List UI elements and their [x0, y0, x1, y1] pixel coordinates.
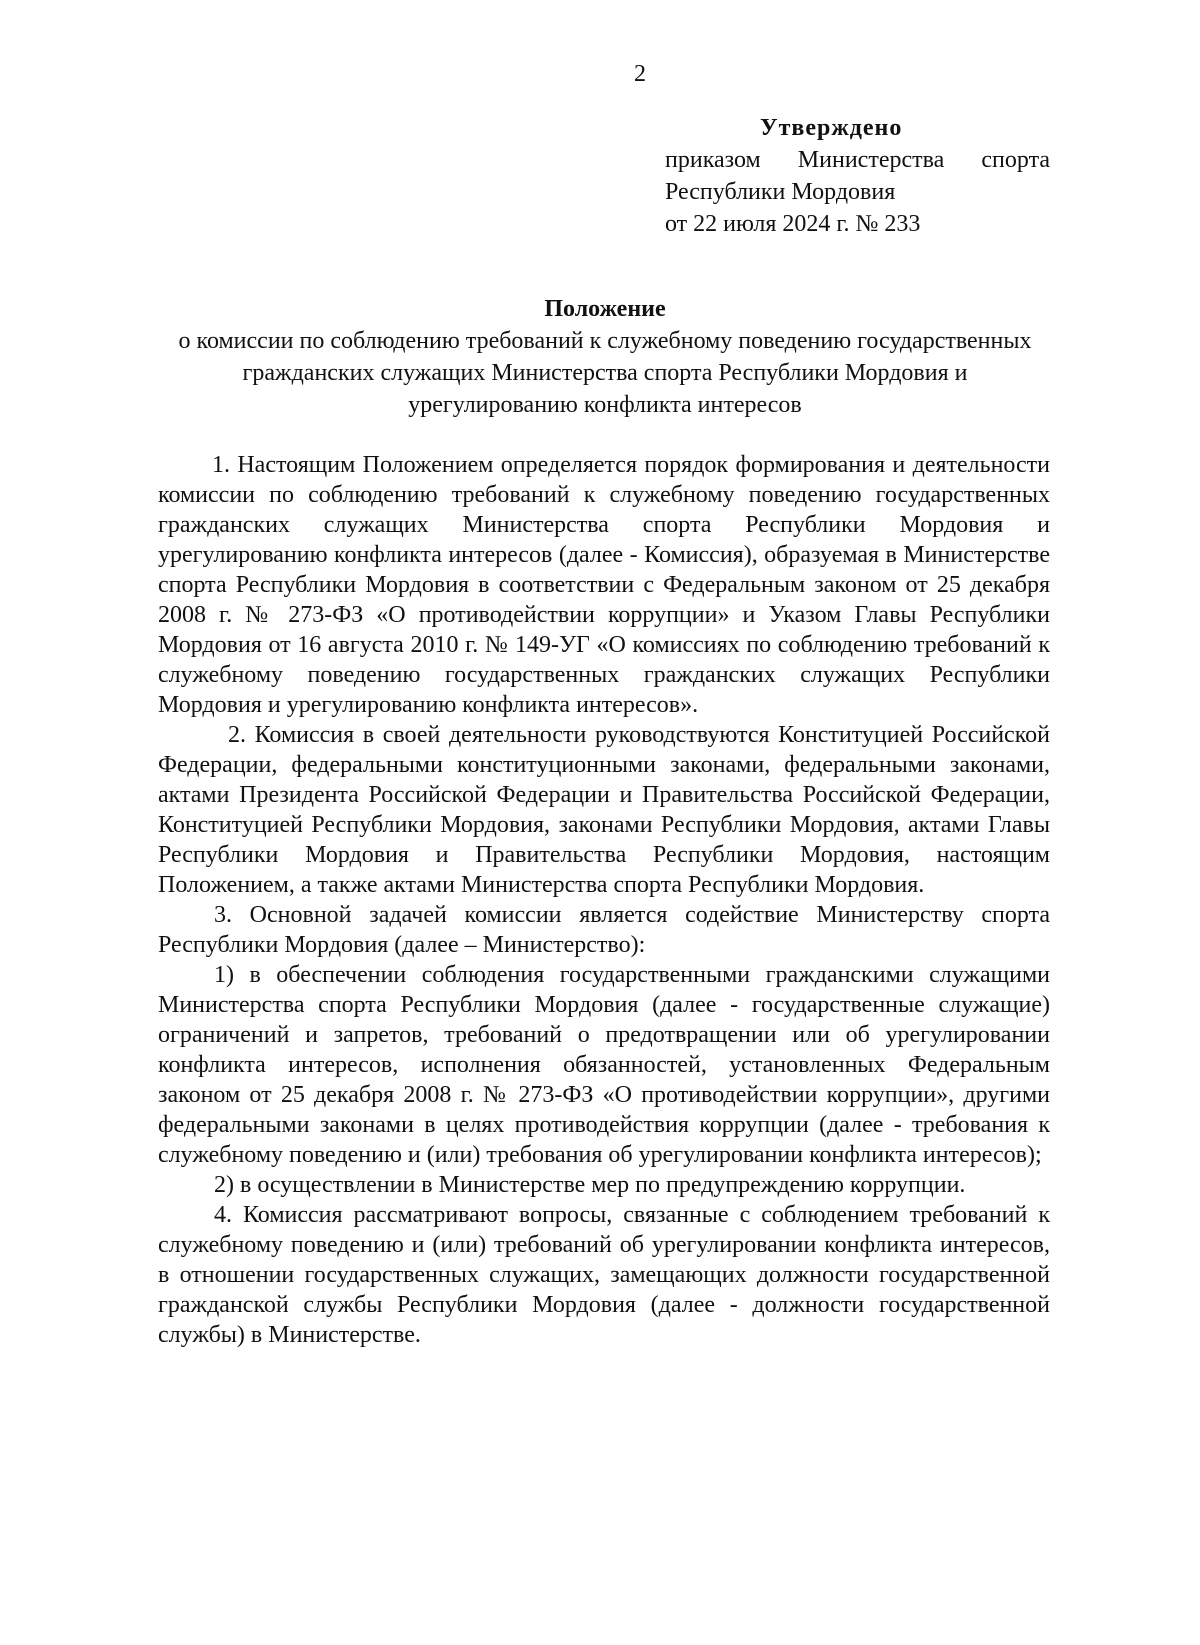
approval-title: Утверждено	[760, 115, 903, 141]
page-number: 2	[634, 61, 646, 87]
approval-block	[665, 112, 1050, 240]
document-subtitle: о комиссии по соблюдению требований к служебному поведению государственных гражданских служащих Министерства спорта Республики Мордовия и урегулированию конфликта интересов	[178, 328, 1032, 418]
document-title: Положение	[544, 296, 666, 322]
paragraph-3-item-2: 2) в осуществлении в Министерстве мер по предупреждению коррупции.	[214, 1172, 966, 1198]
approval-order-line: приказом Министерства спорта	[665, 147, 1050, 173]
paragraph-4: 4. Комиссия рассматривают вопросы, связанные с соблюдением требований к служебному поведению и (или) требований об урегулировании конфликта интересов, в отношении государственных служащих, замещающих должности государственной гражданской службы Республики Мордовия (далее - должности государственной службы) в Министерстве.	[158, 1202, 1050, 1348]
document-title-block	[160, 293, 1050, 421]
paragraph-2: 2. Комиссия в своей деятельности руководствуются Конституцией Российской Федерации, федеральными конституционными законами, федеральными законами, актами Президента Российской Федерации и Правительства Российской Федерации, Конституцией Республики Мордовия, законами Республики Мордовия, актами Главы Республики Мордовия и Правительства Республики Мордовия, настоящим Положением, а также актами Министерства спорта Республики Мордовия.	[158, 722, 1050, 898]
paragraph-3: 3. Основной задачей комиссии является содействие Министерству спорта Республики Мордовия (далее – Министерство):	[158, 902, 1050, 958]
document-body	[158, 450, 1050, 1350]
paragraph-1: 1. Настоящим Положением определяется порядок формирования и деятельности комиссии по соблюдению требований к служебному поведению государственных гражданских служащих Министерства спорта Республики Мордовия и урегулированию конфликта интересов (далее - Комиссия), образуемая в Министерстве спорта Республики Мордовия в соответствии с Федеральным законом от 25 декабря 2008 г. № 273-ФЗ «О противодействии коррупции» и Указом Главы Республики Мордовия от 16 августа 2010 г. № 149-УГ «О комиссиях по соблюдению требований к служебному поведению государственных гражданских служащих Республики Мордовия и урегулированию конфликта интересов».	[158, 452, 1050, 718]
approval-date-line: от 22 июля 2024 г. № 233	[665, 211, 921, 237]
approval-republic-line: Республики Мордовия	[665, 179, 896, 205]
paragraph-3-item-1: 1) в обеспечении соблюдения государственными гражданскими служащими Министерства спорта Республики Мордовия (далее - государственные служащие) ограничений и запретов, требований о предотвращении или об урегулировании конфликта интересов, исполнения обязанностей, установленных Федеральным законом от 25 декабря 2008 г. № 273-ФЗ «О противодействии коррупции», другими федеральными законами в целях противодействия коррупции (далее - требования к служебному поведению и (или) требования об урегулировании конфликта интересов);	[158, 962, 1050, 1168]
